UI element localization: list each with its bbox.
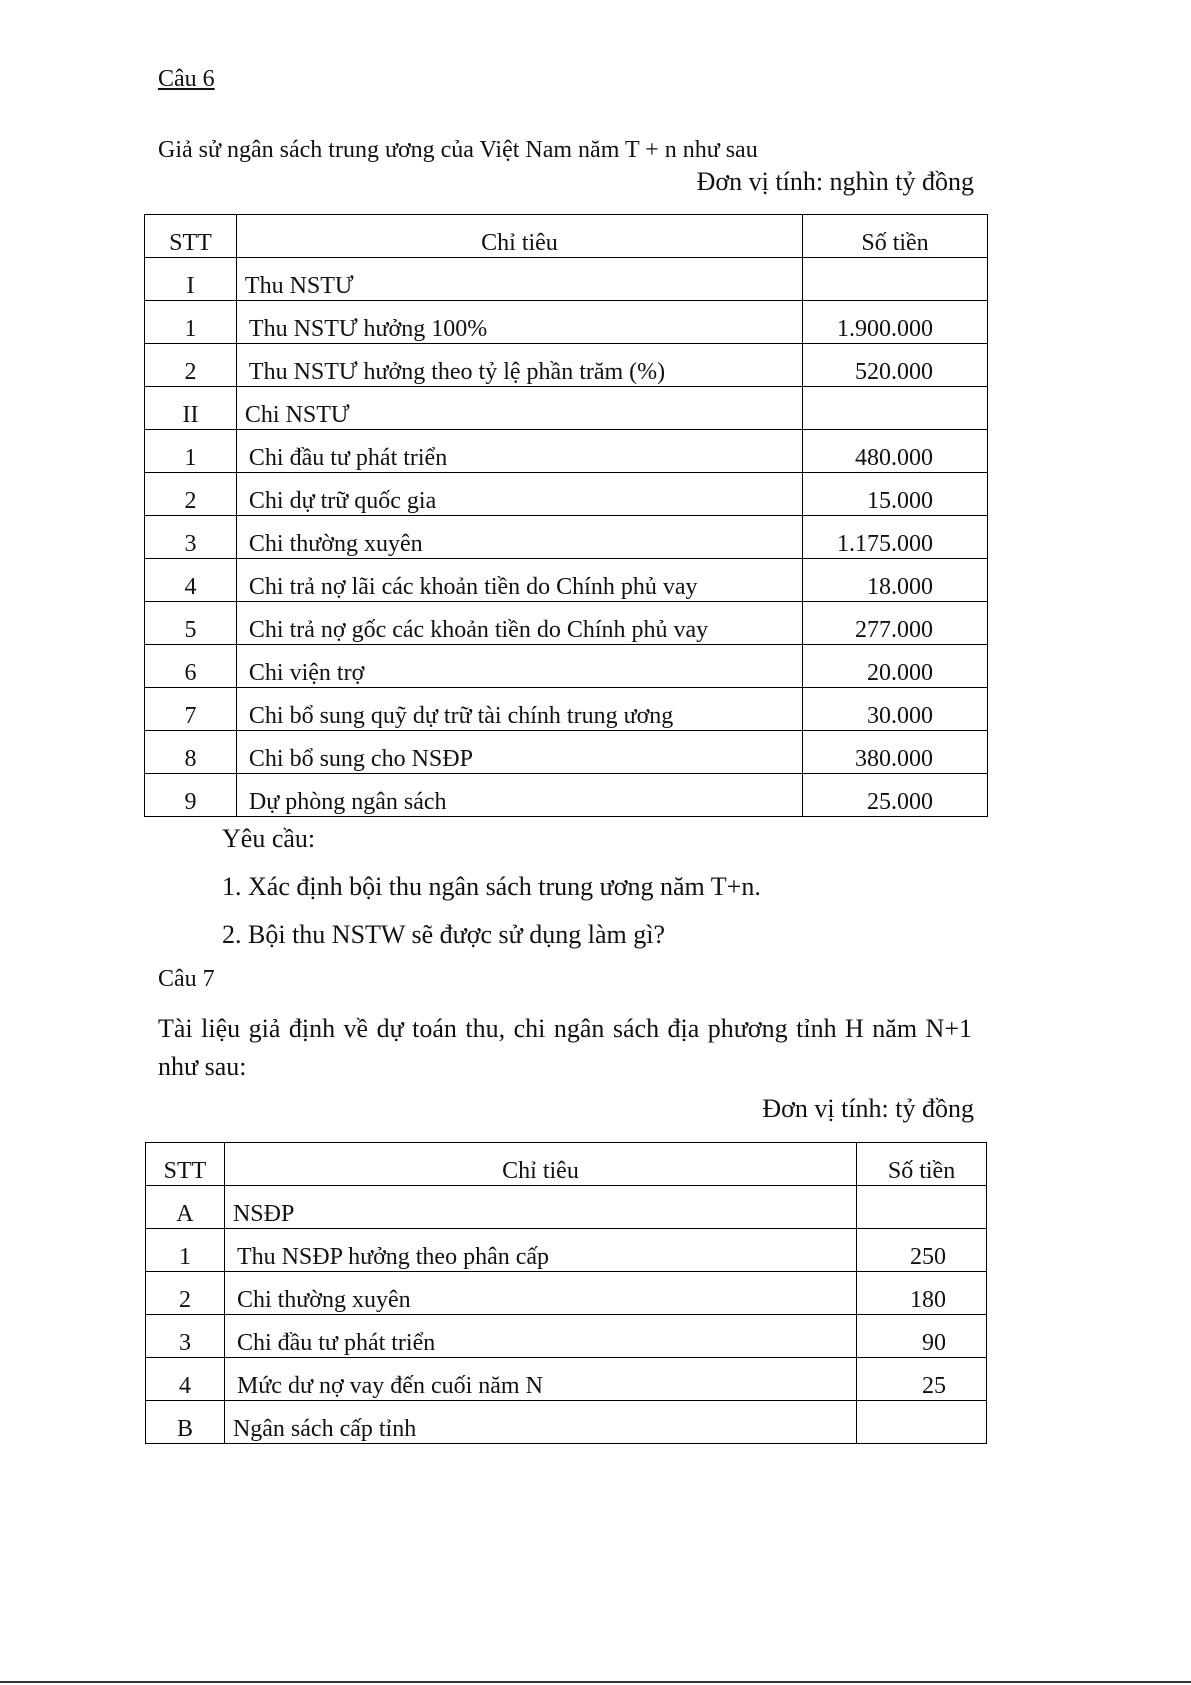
row-name: NSĐP (224, 1186, 856, 1229)
row-name: Ngân sách cấp tỉnh (224, 1401, 856, 1444)
table-row (146, 1401, 987, 1444)
table-row (145, 516, 988, 559)
row-name: Chi bổ sung quỹ dự trữ tài chính trung ương (236, 688, 802, 731)
row-stt: 3 (145, 516, 237, 559)
row-amount: 15.000 (803, 473, 988, 516)
row-amount: 480.000 (803, 430, 988, 473)
row-amount: 30.000 (803, 688, 988, 731)
row-name: Chi thường xuyên (236, 516, 802, 559)
row-stt: 1 (146, 1229, 225, 1272)
row-name: Mức dư nợ vay đến cuối năm N (224, 1358, 856, 1401)
row-amount: 25 (857, 1358, 987, 1401)
row-name: Thu NSTƯ hưởng theo tỷ lệ phần trăm (%) (236, 344, 802, 387)
requirement-1: 1. Xác định bội thu ngân sách trung ương năm T+n. (222, 872, 761, 901)
question-7-title: Câu 7 (158, 966, 215, 992)
row-stt: 1 (145, 301, 237, 344)
table-row (145, 301, 988, 344)
row-amount (803, 258, 988, 301)
row-stt: 4 (146, 1358, 225, 1401)
table-row (145, 645, 988, 688)
table-row (145, 731, 988, 774)
row-name: Dự phòng ngân sách (236, 774, 802, 817)
header-stt: STT (145, 215, 237, 258)
row-amount: 520.000 (803, 344, 988, 387)
row-stt: 2 (145, 473, 237, 516)
row-stt: 3 (146, 1315, 225, 1358)
row-amount: 18.000 (803, 559, 988, 602)
row-stt: 4 (145, 559, 237, 602)
table-row (146, 1186, 987, 1229)
row-stt: 8 (145, 731, 237, 774)
row-name: Chi trả nợ lãi các khoản tiền do Chính phủ vay (236, 559, 802, 602)
row-name: Thu NSĐP hưởng theo phân cấp (224, 1229, 856, 1272)
row-stt: B (146, 1401, 225, 1444)
row-stt: 9 (145, 774, 237, 817)
row-name: Chi bổ sung cho NSĐP (236, 731, 802, 774)
table-row (146, 1358, 987, 1401)
row-amount: 277.000 (803, 602, 988, 645)
row-amount (857, 1186, 987, 1229)
table-row (145, 602, 988, 645)
table-header-row (146, 1143, 987, 1186)
header-name: Chỉ tiêu (224, 1143, 856, 1186)
header-amount: Số tiền (803, 215, 988, 258)
table-row (145, 258, 988, 301)
row-stt: 7 (145, 688, 237, 731)
row-amount: 90 (857, 1315, 987, 1358)
row-amount: 250 (857, 1229, 987, 1272)
row-amount: 20.000 (803, 645, 988, 688)
table-row (146, 1315, 987, 1358)
row-amount: 1.900.000 (803, 301, 988, 344)
row-amount (803, 387, 988, 430)
question-7-table (145, 1142, 987, 1444)
question-7-unit: Đơn vị tính: tỷ đồng (762, 1094, 974, 1123)
row-name: Chi đầu tư phát triển (236, 430, 802, 473)
header-name: Chỉ tiêu (236, 215, 802, 258)
row-stt: A (146, 1186, 225, 1229)
row-name: Thu NSTƯ hưởng 100% (236, 301, 802, 344)
row-amount: 25.000 (803, 774, 988, 817)
row-name: Chi NSTƯ (236, 387, 802, 430)
table-row (145, 688, 988, 731)
table-row (146, 1272, 987, 1315)
page-bottom-rule (0, 1681, 1191, 1683)
row-name: Chi dự trữ quốc gia (236, 473, 802, 516)
row-stt: 6 (145, 645, 237, 688)
header-amount: Số tiền (857, 1143, 987, 1186)
row-stt: 1 (145, 430, 237, 473)
table-header-row (145, 215, 988, 258)
question-6-intro: Giả sử ngân sách trung ương của Việt Nam năm T + n như sau (158, 137, 758, 163)
question-6-unit: Đơn vị tính: nghìn tỷ đồng (696, 167, 974, 196)
row-name: Chi đầu tư phát triển (224, 1315, 856, 1358)
row-amount: 180 (857, 1272, 987, 1315)
question-7-intro: Tài liệu giả định về dự toán thu, chi ngân sách địa phương tỉnh H năm N+1 như sau: (158, 1014, 972, 1081)
table-row (145, 387, 988, 430)
table-row (145, 473, 988, 516)
table-row (146, 1229, 987, 1272)
row-amount: 380.000 (803, 731, 988, 774)
question-6-title: Câu 6 (158, 66, 215, 92)
question-6-table (144, 214, 988, 817)
row-amount (857, 1401, 987, 1444)
header-stt: STT (146, 1143, 225, 1186)
row-stt: 2 (145, 344, 237, 387)
requirements-label: Yêu cầu: (222, 824, 316, 853)
row-stt: 2 (146, 1272, 225, 1315)
row-name: Chi trả nợ gốc các khoản tiền do Chính phủ vay (236, 602, 802, 645)
row-name: Thu NSTƯ (236, 258, 802, 301)
requirement-2: 2. Bội thu NSTW sẽ được sử dụng làm gì? (222, 920, 665, 949)
table-row (145, 344, 988, 387)
row-name: Chi viện trợ (236, 645, 802, 688)
row-stt: 5 (145, 602, 237, 645)
table-row (145, 774, 988, 817)
table-row (145, 430, 988, 473)
row-stt: I (145, 258, 237, 301)
row-stt: II (145, 387, 237, 430)
row-name: Chi thường xuyên (224, 1272, 856, 1315)
table-row (145, 559, 988, 602)
row-amount: 1.175.000 (803, 516, 988, 559)
